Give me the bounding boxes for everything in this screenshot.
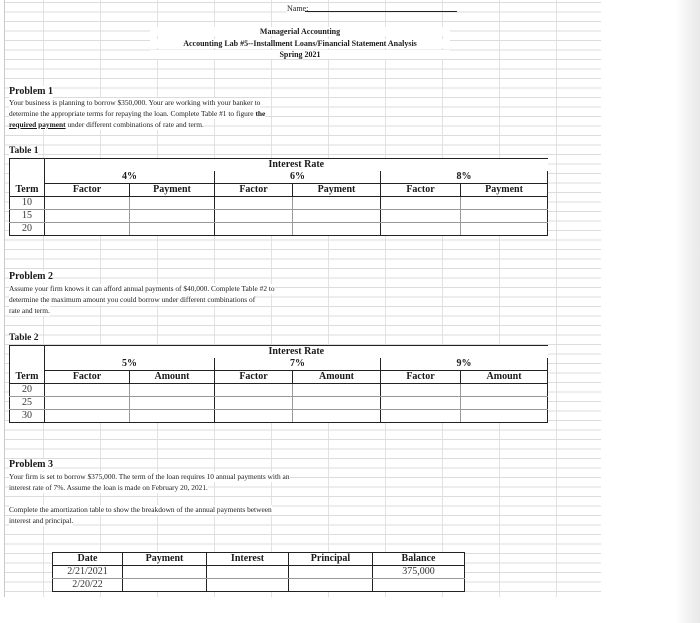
amortization-input-cell[interactable] [289, 566, 373, 579]
table-1-rate-3: 8% [381, 171, 548, 184]
table-1-term-cell: 20 [10, 223, 45, 236]
table-1-input-cell[interactable] [45, 197, 130, 210]
problem-1-line-3 [9, 120, 204, 130]
amortization-col-interest: Interest [207, 553, 289, 566]
course-title: Managerial Accounting [150, 27, 450, 36]
table-1-col-term: Term [10, 184, 45, 197]
table-1-input-cell[interactable] [45, 223, 130, 236]
problem-1-line-2 [9, 109, 265, 119]
problem-1-line-2-emph: the [255, 109, 266, 118]
table-1 [9, 158, 548, 236]
table-1-col-payment-1: Payment [130, 184, 215, 197]
table-2-input-cell[interactable] [215, 397, 293, 410]
problem-1-line-3-text: under different combinations of rate and term. [65, 120, 204, 129]
table-2-input-cell[interactable] [461, 384, 548, 397]
table-2-input-cell[interactable] [381, 410, 461, 423]
table-2-term-cell: 25 [10, 397, 45, 410]
table-2-group-header: Interest Rate [45, 346, 548, 359]
amortization-balance-cell[interactable] [373, 579, 465, 592]
problem-3-line-3: Complete the amortization table to show the breakdown of the annual payments between [9, 505, 272, 514]
table-1-input-cell[interactable] [293, 197, 381, 210]
problem-2-line-2: determine the maximum amount you could borrow under different combinations of [9, 295, 256, 304]
lab-title: Accounting Lab #5--Installment Loans/Financial Statement Analysis [150, 39, 450, 48]
page-edge-shadow [676, 0, 700, 623]
amortization-col-balance: Balance [373, 553, 465, 566]
amortization-input-cell[interactable] [207, 566, 289, 579]
table-1-input-cell[interactable] [381, 210, 461, 223]
table-2-input-cell[interactable] [45, 384, 130, 397]
table-1-col-factor-2: Factor [215, 184, 293, 197]
problem-2-title: Problem 2 [9, 271, 53, 282]
amortization-col-principal: Principal [289, 553, 373, 566]
problem-3-line-1: Your firm is set to borrow $375,000. The term of the loan requires 10 annual payments with an [9, 472, 290, 481]
table-2-input-cell[interactable] [215, 410, 293, 423]
amortization-date-cell: 2/21/2021 [53, 566, 123, 579]
table-1-input-cell[interactable] [45, 210, 130, 223]
table-2-rate-2: 7% [215, 358, 381, 371]
table-2-input-cell[interactable] [215, 384, 293, 397]
table-1-input-cell[interactable] [215, 223, 293, 236]
table-2-rate-3: 9% [381, 358, 548, 371]
table-2-rate-1: 5% [45, 358, 215, 371]
table-2-col-amount-2: Amount [293, 371, 381, 384]
table-1-label: Table 1 [9, 146, 39, 156]
amortization-input-cell[interactable] [207, 579, 289, 592]
table-2-input-cell[interactable] [45, 410, 130, 423]
problem-2-line-3: rate and term. [9, 306, 50, 315]
table-1-input-cell[interactable] [381, 223, 461, 236]
table-2-col-amount-3: Amount [461, 371, 548, 384]
amortization-input-cell[interactable] [289, 579, 373, 592]
table-2-input-cell[interactable] [381, 397, 461, 410]
term-title: Spring 2021 [150, 50, 450, 59]
problem-3-title: Problem 3 [9, 459, 53, 470]
table-1-input-cell[interactable] [130, 210, 215, 223]
problem-1-title: Problem 1 [9, 86, 53, 97]
table-2-col-factor-1: Factor [45, 371, 130, 384]
table-1-col-payment-3: Payment [461, 184, 548, 197]
table-2 [9, 345, 548, 423]
problem-1-emph: required payment [9, 120, 66, 129]
table-1-input-cell[interactable] [215, 197, 293, 210]
table-2-col-factor-2: Factor [215, 371, 293, 384]
table-1-rate-2: 6% [215, 171, 381, 184]
table-2-input-cell[interactable] [130, 410, 215, 423]
table-1-corner [10, 159, 45, 172]
amortization-input-cell[interactable] [123, 579, 207, 592]
table-1-col-factor-3: Factor [381, 184, 461, 197]
amortization-input-cell[interactable] [123, 566, 207, 579]
amortization-col-payment: Payment [123, 553, 207, 566]
table-1-rate-1: 4% [45, 171, 215, 184]
table-2-input-cell[interactable] [45, 397, 130, 410]
problem-2-line-1: Assume your firm knows it can afford annual payments of $40,000. Complete Table #2 to [9, 284, 275, 293]
table-2-col-amount-1: Amount [130, 371, 215, 384]
table-1-input-cell[interactable] [130, 197, 215, 210]
table-2-input-cell[interactable] [130, 384, 215, 397]
table-1-col-factor-1: Factor [45, 184, 130, 197]
name-label: Name: [287, 4, 309, 13]
table-2-col-term: Term [10, 371, 45, 384]
problem-3-line-2: interest rate of 7%. Assume the loan is made on February 20, 2021. [9, 483, 208, 492]
table-2-term-cell: 20 [10, 384, 45, 397]
problem-3-line-4: interest and principal. [9, 516, 74, 525]
table-2-input-cell[interactable] [293, 384, 381, 397]
table-1-term-cell: 10 [10, 197, 45, 210]
table-2-col-factor-3: Factor [381, 371, 461, 384]
table-2-input-cell[interactable] [381, 384, 461, 397]
table-2-input-cell[interactable] [461, 410, 548, 423]
table-1-term-cell: 15 [10, 210, 45, 223]
name-line [305, 11, 457, 12]
table-2-input-cell[interactable] [461, 397, 548, 410]
table-2-input-cell[interactable] [130, 397, 215, 410]
table-1-input-cell[interactable] [293, 223, 381, 236]
table-1-col-payment-2: Payment [293, 184, 381, 197]
table-1-input-cell[interactable] [461, 223, 548, 236]
problem-1-line-2-text: determine the appropriate terms for repaying the loan. Complete Table #1 to figure [9, 109, 256, 118]
table-1-input-cell[interactable] [130, 223, 215, 236]
table-1-group-header: Interest Rate [45, 159, 548, 172]
table-2-corner [10, 346, 45, 359]
table-2-label: Table 2 [9, 333, 39, 343]
amortization-date-cell: 2/20/22 [53, 579, 123, 592]
table-2-input-cell[interactable] [293, 410, 381, 423]
amortization-balance-cell: 375,000 [373, 566, 465, 579]
table-1-input-cell[interactable] [461, 197, 548, 210]
amortization-col-date: Date [53, 553, 123, 566]
amortization-table [52, 552, 465, 592]
table-2-blank [10, 358, 45, 371]
table-1-input-cell[interactable] [461, 210, 548, 223]
table-1-blank [10, 171, 45, 184]
table-1-input-cell[interactable] [381, 197, 461, 210]
table-2-input-cell[interactable] [293, 397, 381, 410]
table-1-input-cell[interactable] [215, 210, 293, 223]
table-2-term-cell: 30 [10, 410, 45, 423]
table-1-input-cell[interactable] [293, 210, 381, 223]
problem-1-line-1: Your business is planning to borrow $350,000. Your are working with your banker to [9, 98, 261, 107]
